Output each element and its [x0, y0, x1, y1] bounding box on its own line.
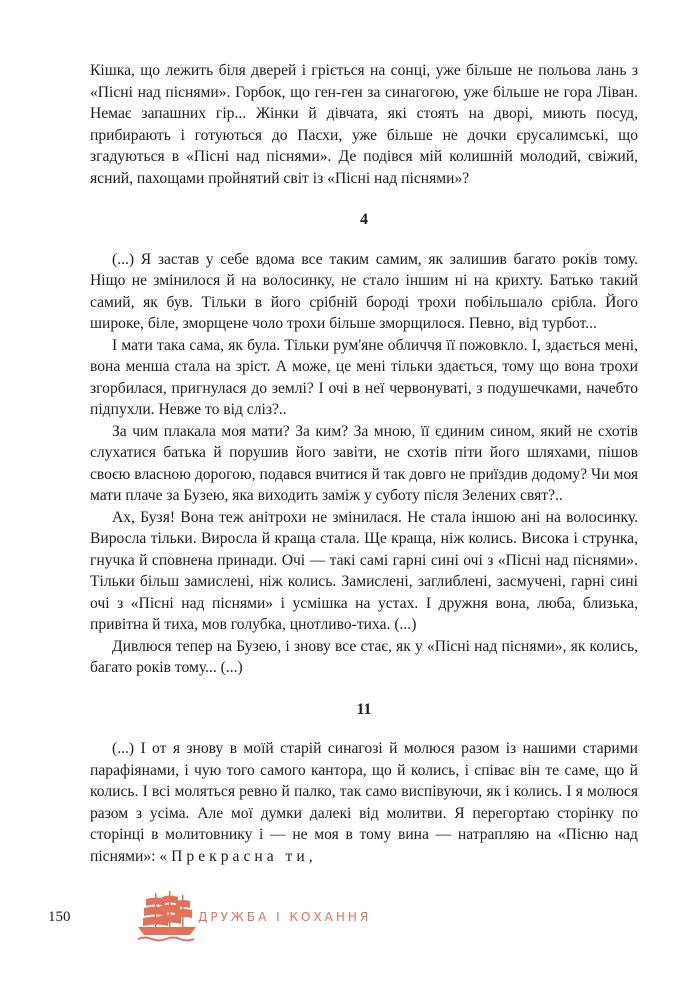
paragraph: (...) Я застав у себе вдома все таким самим, як залишив багато років тому. Ніщо не змінилося й на волосинку, не стало іншим ні на крихту. Батько такий самий, як був. Тільки в його срібній бороді трохи побільшало срібла. Його широке, біле, зморщене чоло трохи більше зморщилося. Певно, від турбот... [90, 250, 638, 332]
paragraph-text: (...) І от я знову в моїй старій синагозі й молюся разом із нашими старими парафіянами, і чую того самого кантора, що й колись, і співає він те саме, що й колись. І всі моляться ревно й палко, так само виспівуючи, як і колись. І я молюся разом з усіма. Але мої думки далекі від молитви. Я перегортаю сторінку по сторінці в молитовнику і — не моя в тому вина — натрапляю на «Пісню над піснями»: [90, 740, 638, 865]
paragraph: І мати така сама, як була. Тільки рум'яне обличчя її пожовкло. І, здається мені, вона менша стала на зріст. А може, це мені тільки здається, тому що вона трохи згорбилася, пригнулася до землі? І очі в неї червонуваті, з подушечками, начебто підпухли. Невже то від сліз?.. [90, 336, 638, 418]
page-text [90, 60, 638, 867]
sailing-ship-icon [138, 891, 196, 943]
paragraph [90, 738, 638, 867]
paragraph: Кішка, що лежить біля дверей і гріється на сонці, уже більше не польова лань з «Пісні над піснями». Горбок, що ген-ген за синагогою, уже більше не гора Ліван. Немає запашних гір... Жінки й дівчата, які стоять на дворі, миють посуд, прибирають і готуються до Пасхи, уже більше не дочки єрусалимські, що згадуються в «Пісні над піснями». Де подівся мій колишній молодий, свіжий, ясний, пахощами пройнятий світ із «Пісні над піснями»? [90, 62, 638, 187]
page-number: 150 [48, 909, 71, 925]
spaced-quote: «Прекрасна ти, [159, 847, 317, 865]
paragraph: Дивлюся тепер на Бузею, і знову все стає, як у «Пісні над піснями», як колись, багато років тому... (...) [90, 637, 638, 676]
page-footer [48, 905, 608, 945]
section-heading-11: 11 [356, 700, 372, 718]
paragraph: За чим плакала моя мати? За ким? За мною, її єдиним сином, який не схотів слухатися батька й порушив його завіти, не схотів піти його шляхами, пішов своєю власною дорогою, подався вчитися й так довго не приїздив додому? Чи моя мати плаче за Бузею, яка виходить заміж у суботу після Зелених свят?.. [90, 422, 638, 504]
paragraph: Ах, Бузя! Вона теж анітрохи не змінилася. Не стала іншою ані на волосинку. Виросла тільки. Виросла й краща стала. Ще краща, ніж колись. Висока і струнка, гнучка й сповнена принади. Очі — такі самі гарні сині очі з «Пісні над піснями». Тільки більш замислені, ніж колись. Замислені, заглиблені, засмучені, гарні сині очі з «Пісні над піснями» і усмішка на устах. І дружня вона, люба, близька, привітна й тиха, мов голубка, цнотливо-тиха. (...) [90, 508, 638, 633]
series-title: ДРУЖБА І КОХАННЯ [198, 910, 372, 924]
section-heading-4: 4 [360, 211, 368, 228]
